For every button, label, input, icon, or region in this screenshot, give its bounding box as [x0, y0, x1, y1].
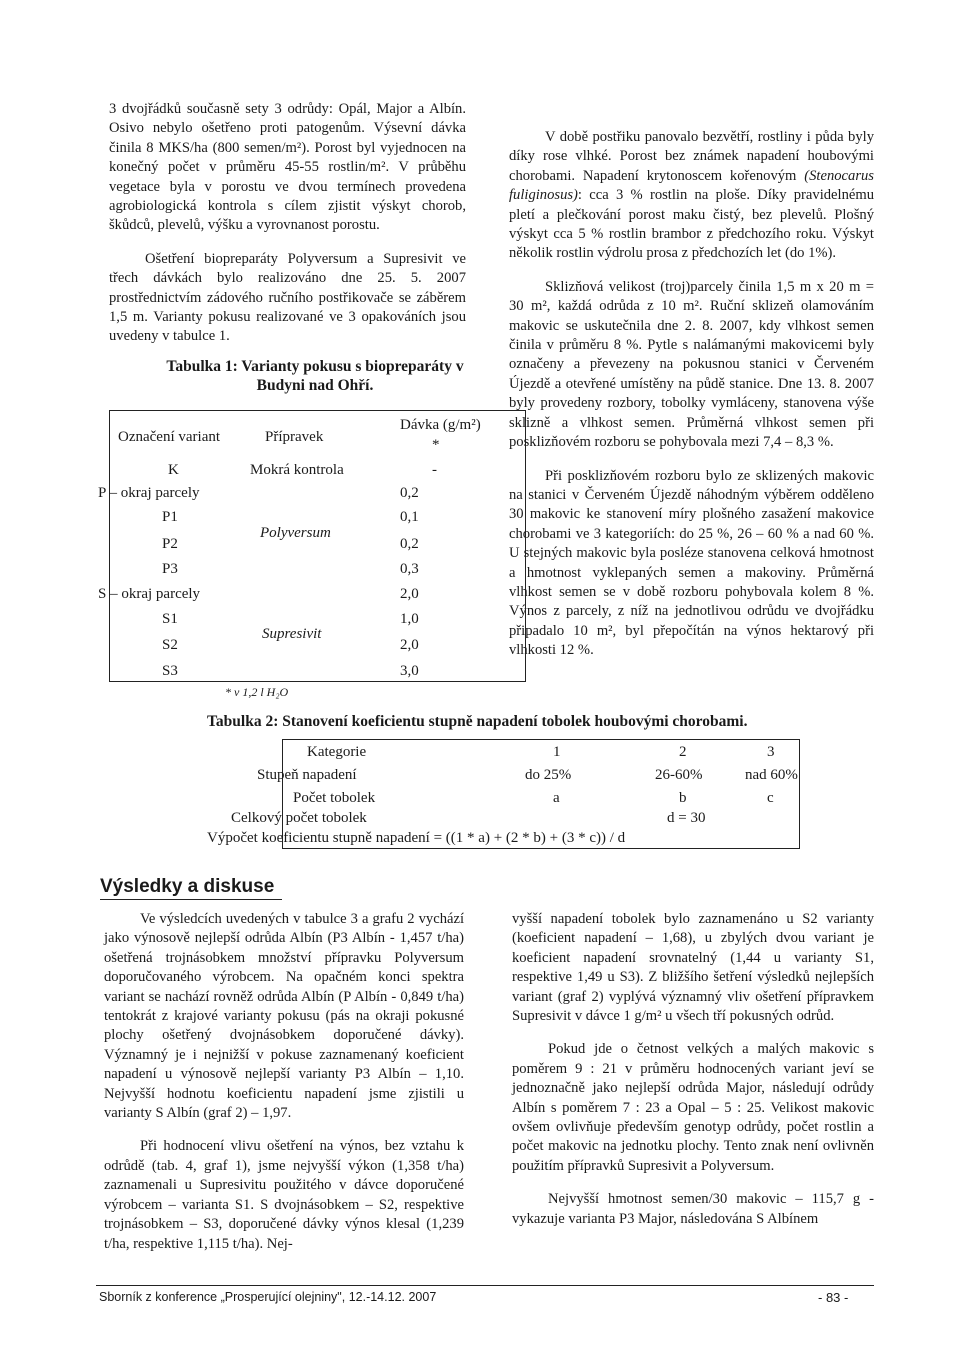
right-top-paragraph-1 — [509, 128, 874, 264]
table2-cell: do 25% — [525, 767, 572, 783]
table1-row-variant: S – okraj parcely — [98, 586, 201, 602]
footer-source: Sborník z konference „Prosperující olejniny", 12.-14.12. 2007 — [99, 1290, 437, 1304]
table1-row-dose: 0,1 — [400, 509, 419, 525]
left-column-bottom — [104, 910, 464, 1254]
table2-cell: a — [553, 790, 560, 806]
table2-title: Tabulka 2: Stanovení koeficientu stupně napadení tobolek houbovými chorobami. — [207, 713, 748, 730]
table2-formula: Výpočet koeficientu stupně napadení = ((1 * a) + (2 * b) + (3 * c)) / d — [207, 830, 626, 846]
table1-row-variant: P1 — [162, 509, 178, 525]
table1-product-supresivit: Supresivit — [262, 626, 322, 642]
table2-row-label: Stupeň napadení — [257, 767, 357, 783]
table2-cell: nad 60% — [745, 767, 798, 783]
table1-row-variant: P3 — [162, 561, 178, 577]
table1-header-dose-star: * — [432, 437, 440, 453]
table1-row-variant: P – okraj parcely — [98, 485, 200, 501]
right-top-paragraph-1-tail: : cca 3 % rostlin na ploše. Díky pravidelnému pletí a plečkování porost maku čistý, bez plevelů. Plošný výskyt cca 5 % rostlin brambor z předchozího roku. Výskyt několik rostlin výdrolu prosa z předchozích let (do 1%). — [509, 187, 874, 262]
table1-row-dose: - — [432, 462, 437, 478]
left-bottom-paragraph-1: Ve výsledcích uvedených v tabulce 3 a grafu 2 vychází jako výnosově nejlepší odrůda Albín (P3 Albín - 1,457 t/ha) ošetřená trojnásobkem množství přípravku Polyversum doporučovaného výrobcem. Na opačném konci spektra variant se nachází rovněž odrůda Albín (P Albín - 0,849 t/ha) tentokrát z krajové varianty pokusu (pás na okraji pokusné plochy ošetřený dvojnásobkem doporučené dávky). Významný je i nejnižší v pokuse zaznamenaný koeficient napadení u výnosově nejlepší varianty P3 Albín – 1,10. Nejvyšší hodnotu koeficientu napadení jsme zjistili u varianty S Albín (graf 2) – 1,97. — [104, 911, 464, 1122]
table1-row-dose: 0,2 — [400, 485, 419, 501]
table2-header-category: Kategorie — [307, 744, 367, 760]
table2-row-label: Počet tobolek — [293, 790, 376, 806]
table2-header-col3: 3 — [767, 744, 775, 760]
table1-row-variant: K — [168, 462, 179, 478]
table1-row-product: Mokrá kontrola — [250, 462, 344, 478]
table1 — [98, 410, 526, 682]
footer-divider — [96, 1285, 874, 1286]
right-column-bottom — [512, 910, 874, 1229]
right-bottom-paragraph-1: vyšší napadení tobolek bylo zaznamenáno u S2 varianty (koeficient napadení – 1,68), u zbylých dvou variant je koeficient napadení srovnatelný (1,44 u varianty S1, respektive 1,49 u S3). Z bližšího šetření výsledků nejlepších variant (graf 2) vyplývá významný vliv ošetření přípravkem Supresivit v dávce 1 g/m² u všech tří pokusných odrůd. — [512, 911, 874, 1025]
table1-row-dose: 0,2 — [400, 536, 419, 552]
table1-header-product: Přípravek — [265, 429, 324, 445]
table1-row-variant: S3 — [162, 663, 178, 679]
table2-row-label: Celkový počet tobolek — [231, 810, 367, 826]
left-column-top — [109, 100, 466, 347]
left-bottom-paragraph-2: Při hodnocení vlivu ošetření na výnos, bez vztahu k odrůdě (tab. 4, graf 1), jsme nejvyšší výkon (1,358 t/ha) zaznamenali u Supresivitu použitého v dávce doporučené výrobcem – varianta S1. S dvojnásobkem – S2, respektive trojnásobkem – S3, doporučené dávky výnos klesal (1,239 t/ha, respektive 1,115 t/ha). Nej- — [104, 1138, 464, 1252]
table1-row-variant: S1 — [162, 611, 178, 627]
pest-latin-name: (Stenocarus fuliginosus) — [509, 167, 874, 204]
table1-row-variant: S2 — [162, 637, 178, 653]
table1-row-dose: 1,0 — [400, 611, 419, 627]
right-top-paragraph-3: Při posklizňovém rozboru bylo ze sklizených makovic na stanici v Červeném Újezdě náhodným výběrem odděleno 30 makovic ke stanovení míry plošného zasažení makovice chorobami ve 3 kategoriích: do 25 %, 26 – 60 % a nad 60 %. U stejných makovic byla posléze stanovena celková hmotnost a hmotnost vyklepaných semen a makoviny. Průměrná vlhkost semen se v době rozboru pohybovala kolem 8 %. Výnos z parcely, z níž na jednotlivou odrůdu ve dvojřádku připadalo 10 m², byl přepočítán na výnos hektarový při vlhkosti 12 %. — [509, 467, 874, 659]
table2 — [207, 739, 800, 849]
table2-cell: 26-60% — [655, 767, 703, 783]
table1-row-dose: 3,0 — [400, 663, 419, 679]
table2-header-col2: 2 — [679, 744, 687, 760]
right-bottom-paragraph-2: Pokud jde o četnost velkých a malých makovic s poměrem 9 : 21 v průměru hodnocených variant jeví se jednoznačně jako nejlepší odrůda Major, následují odrůdy Albín s poměrem 7 : 23 a Opal – 5 : 25. Velikost makovic ovšem ovlivňuje především genotyp odrůdy, počet rostlin a počet makovic na jednotku plochy. Tento znak není ovlivněn použitím přípravků Supresivit a Polyversum. — [512, 1041, 874, 1174]
table2-cell: d = 30 — [667, 810, 706, 826]
table1-row-dose: 0,3 — [400, 561, 419, 577]
right-top-paragraph-2: Sklizňová velikost (troj)parcely činila 1,5 m x 20 m = 30 m², každá odrůda z 10 m². Ruční sklizeň olamováním makovic se uskutečnila dne 2. 8. 2007, kdy vlhkost semen činila v průměru 8 %. Pytle s nalámanými makovicemi byly označeny a převezeny na pokusnou stanici v Červeném Újezdě a otevřené umístěny na půdě stanice. Dne 13. 8. 2007 byly provedeny rozbory, tobolky vymláceny, stanovena výše sklizně a vlhkost semen. Průměrná vlhkost semen při posklizňovém rozboru se pohybovala mezi 7,4 – 8,3 %. — [509, 278, 874, 451]
table2-header-col1: 1 — [553, 744, 561, 760]
right-top-paragraph-1-text: V době postřiku panovalo bezvětří, rostliny i půda byly díky rose vlhké. Porost bez známek napadení houbovými chorobami. Napadení krytonoscem kořenovým — [509, 129, 874, 184]
right-bottom-paragraph-3: Nejvyšší hmotnost semen/30 makovic – 115,7 g - vykazuje varianta P3 Major, následována S Albínem — [512, 1191, 874, 1227]
table2-cell: c — [767, 790, 774, 806]
table1-row-dose: 2,0 — [400, 637, 419, 653]
table1-product-polyversum: Polyversum — [260, 525, 331, 541]
table1-row-variant: P2 — [162, 536, 178, 552]
left-top-paragraph-2: Ošetření biopreparáty Polyversum a Supresivit ve třech dávkách bylo realizováno dne 25. 5. 2007 prostřednictvím zádového ručního postřikovače se záběrem 1,5 m. Varianty pokusu realizované ve 3 opakováních jsou uvedeny v tabulce 1. — [109, 250, 466, 345]
section-title: Výsledky a diskuse — [100, 876, 282, 900]
table1-footnote: * v 1,2 l H₂O — [225, 685, 289, 699]
table1-header-dose: Dávka (g/m²) — [400, 417, 481, 433]
page-number: - 83 - — [818, 1290, 849, 1305]
table1-title: Tabulka 1: Varianty pokusu s biopreparáty v Budyni nad Ohří. — [166, 358, 464, 394]
left-top-paragraph-1: 3 dvojřádků současně sety 3 odrůdy: Opál, Major a Albín. Osivo nebylo ošetřeno proti patogenům. Výsevní dávka činila 8 MKS/ha (800 semen/m²). Porost byl vyjednocen na konečný počet v průměru 45-55 rostlin/m². V průběhu vegetace byla v porostu ve dvou termínech provedena agrobiologická kontrola s cílem zjistit výskyt chorob, škůdců, plevelů, výšku a vyrovnanost porostu. — [109, 101, 466, 234]
right-column-top — [509, 128, 874, 661]
table1-header-variant: Označení variant — [118, 429, 221, 445]
table2-cell: b — [679, 790, 687, 806]
table1-row-dose: 2,0 — [400, 586, 419, 602]
